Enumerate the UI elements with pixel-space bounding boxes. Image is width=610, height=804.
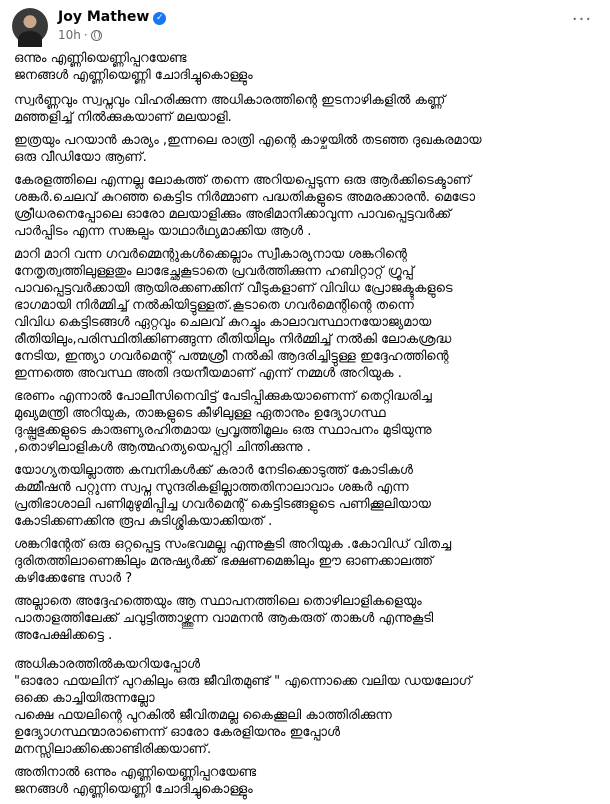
post-text-line: അധികാരത്തിൽകയറിയപ്പോൾ (14, 657, 201, 672)
post-text-line: പാർപ്പിടം എന്ന സങ്കല്പം യാഥാർഥ്യമാക്കിയ ആൾ . (14, 224, 312, 239)
post-text-line: പക്ഷെ ഫയലിന്റെ പുറകിൽ ജീവിതമല്ല കൈക്കൂലി കാത്തിരിക്കുന്ന (14, 708, 392, 723)
post-text-line: ഭരണം എന്നാൽ പോലീസിനെവിട്ട് പേടിപ്പിക്കുകയാണെന്ന് തെറ്റിദ്ധരിച്ച (14, 389, 432, 404)
post-text-line: വിവിധ കെട്ടിടങ്ങൾ ഏറ്റവും ചെലവ് കുറച്ചും കാലാവസ്ഥാനയോജ്യമായ (14, 315, 432, 330)
post-paragraph (14, 246, 598, 382)
post-text-line: സ്വർണ്ണവും സ്വപ്നവും വിഹരിക്കുന്ന അധികാരത്തിന്റെ ഇടനാഴികളിൽ കണ്ണ് (14, 93, 446, 108)
post-paragraph (14, 593, 598, 644)
post-text-line: അല്ലാതെ അദ്ദേഹത്തെയും ആ സ്ഥാപനത്തിലെ തൊഴിലാളികളെയും (14, 594, 422, 609)
post-paragraph (14, 50, 598, 84)
post-paragraph (14, 536, 598, 587)
post-text-line: ഇന്നത്തെ അവസ്ഥ അതി ദയനീയമാണ് എന്ന് നമ്മൾ അറിയുക . (14, 366, 402, 381)
post-text-line: പാതാളത്തിലേക്ക് ചവുട്ടിത്താഴ്ത്തുന്ന വാമനൻ ആകരുത് താങ്കൾ എന്നുകൂടി (14, 611, 434, 626)
post-text-line: കേരളത്തിലെ എന്നല്ല ലോകത്ത് തന്നെ അറിയപ്പെടുന്ന ഒരു ആർക്കിടെക്ടാണ് (14, 173, 472, 188)
post-text-line: ശങ്കറിന്റേത് ഒരു ഒറ്റപ്പെട്ട സംഭവമല്ല എന്നുകൂടി അറിയുക .കോവിഡ് വിതച്ച (14, 537, 452, 552)
post-text-line: നേതൃത്വത്തിലുള്ളതും ലാഭേച്ഛകൂടാതെ പ്രവർത്തിക്കുന്ന ഹബിറ്റാറ്റ് ഗ്രൂപ്പ് (14, 264, 414, 279)
post-time[interactable]: 10h (58, 28, 81, 42)
author-name[interactable]: Joy Mathew (58, 9, 150, 25)
post-meta (58, 28, 102, 42)
post-text-line: ഒരു വീഡിയോ ആണ്. (14, 150, 147, 165)
post-text-line: പ്രതിഭാശാലി പണിമുഴുമിപ്പിച്ച ഗവർമെന്റ് കെട്ടിടങ്ങളുടെ പണിക്കൂലിയായ (14, 497, 431, 512)
post-text-line: മുഖ്യമന്ത്രി അറിയുക, താങ്കളുടെ കീഴിലുള്ള ഏതാനും ഉദ്യോഗസ്ഥ (14, 406, 386, 421)
post-text-line: മാറി മാറി വന്ന ഗവർമ്മെന്റുകൾക്കെല്ലാം സ്വീകാര്യനായ ശങ്കറിന്റെ (14, 247, 407, 262)
post-text-line: രീതിയിലും,പരിസ്ഥിതിക്കിണങ്ങുന്ന രീതിയിലും നിർമ്മിച്ച് നൽകി ലോകശ്രദ്ധ (14, 332, 452, 347)
post-paragraph (14, 92, 598, 126)
post-text-line: അപേക്ഷിക്കട്ടെ . (14, 628, 113, 643)
post-text-line: മനസ്സിലാക്കിക്കൊണ്ടിരിക്കയാണ്. (14, 742, 212, 757)
post-paragraph (14, 172, 598, 240)
post-text-line: നേടിയ, ഇന്ത്യാ ഗവർമെന്റ് പത്മശ്രീ നൽകി ആദരിച്ചിട്ടുള്ള ഇദ്ദേഹത്തിന്റെ (14, 349, 449, 364)
post-text-line: ദുരിതത്തിലാണെങ്കിലും മനുഷ്യർക്ക് ഭക്ഷണമെങ്കിലും ഈ ഓണക്കാലത്ത് (14, 554, 434, 569)
post-text-line: ദുഷ്പ്രഭുക്കളുടെ കാരുണ്യരഹിതമായ പ്രവൃത്തിമൂലം ഒരു സ്ഥാപനം മുടിയുന്നു (14, 423, 432, 438)
globe-icon (91, 30, 102, 41)
post-header (12, 8, 598, 42)
post-text-line: ,തൊഴിലാളികൾ ആത്മഹത്യയെപ്പറ്റി ചിന്തിക്കുന്നു . (14, 440, 311, 455)
post-text-line: ശ്രീധരനെപ്പോലെ ഓരോ മലയാളിക്കും അഭിമാനിക്കാവുന്ന പാവപ്പെട്ടവർക്ക് (14, 207, 452, 222)
post-text-line: കോടിക്കണക്കിനു രൂപ കുടിശ്ശികയാക്കിയത് . (14, 514, 273, 529)
post-text-line: ഒന്നും എണ്ണിയെണ്ണിപ്പറയേണ്ട (14, 51, 187, 66)
post-text-line: യോഗ്യതയില്ലാത്ത കമ്പനികൾക്ക് കരാർ നേടിക്കൊടുത്ത് കോടികൾ (14, 463, 413, 478)
post-text-line: മഞ്ഞളിച്ച് നിൽക്കുകയാണ് മലയാളി. (14, 110, 232, 125)
post-text-line: ഉദ്യോഗസ്ഥന്മാരാണെന്ന് ഓരോ കേരളിയനും ഇപ്പോൾ (14, 725, 341, 740)
post-text-line: പാവപ്പെട്ടവർക്കായി ആയിരക്കണക്കിന് വീടുകളാണ് വിവിധ പ്രോജക്ടുകളുടെ (14, 281, 453, 296)
meta-separator: · (83, 28, 88, 42)
post-text (14, 50, 598, 804)
author-name-row (58, 9, 166, 25)
post-paragraph (14, 462, 598, 530)
post-text-line: കഴിക്കേണ്ടേ സാർ ? (14, 571, 133, 586)
verified-badge-icon: ✓ (153, 12, 166, 25)
post-paragraph (14, 656, 598, 758)
post-text-line: ഭാഗമായി നിർമ്മിച്ച് നൽകിയിട്ടുള്ളത്.കൂടാതെ ഗവർമെന്റിന്റെ തന്നെ (14, 298, 414, 313)
post-paragraph (14, 764, 598, 798)
avatar[interactable] (12, 8, 48, 44)
more-options-button[interactable]: ··· (571, 9, 593, 30)
post-text-line: "ഓരോ ഫയലിന് പുറകിലും ഒരു ജീവിതമുണ്ട് " എന്നൊക്കെ വലിയ ഡയലോഗ് (14, 674, 472, 689)
post-paragraph (14, 132, 598, 166)
post-text-line: ജനങ്ങൾ എണ്ണിയെണ്ണി ചോദിച്ചുകൊള്ളും (14, 782, 253, 797)
post-text-line: അതിനാൽ ഒന്നും എണ്ണിയെണ്ണിപ്പറയേണ്ട (14, 765, 257, 780)
post-text-line: കമ്മീഷൻ പറ്റുന്ന സ്വപ്ന സുന്ദരികളില്ലാത്തതിനാലാവാം ശങ്കർ എന്ന (14, 480, 409, 495)
post-text-line: ഒക്കെ കാച്ചിയിരുന്നല്ലോ (14, 691, 155, 706)
post-text-line: ഇത്രയും പറയാൻ കാര്യം ,ഇന്നലെ രാത്രി എന്റെ കാഴ്ചയിൽ തടഞ്ഞ ദുഖകരമായ (14, 133, 482, 148)
post-paragraph (14, 388, 598, 456)
post-text-line: ജനങ്ങൾ എണ്ണിയെണ്ണി ചോദിച്ചുകൊള്ളും (14, 68, 253, 83)
post-text-line: ശങ്കർ.ചെലവ് കുറഞ്ഞ കെട്ടിട നിർമ്മാണ പദ്ധതികളുടെ അമരക്കാരൻ. മെട്രോ (14, 190, 476, 205)
